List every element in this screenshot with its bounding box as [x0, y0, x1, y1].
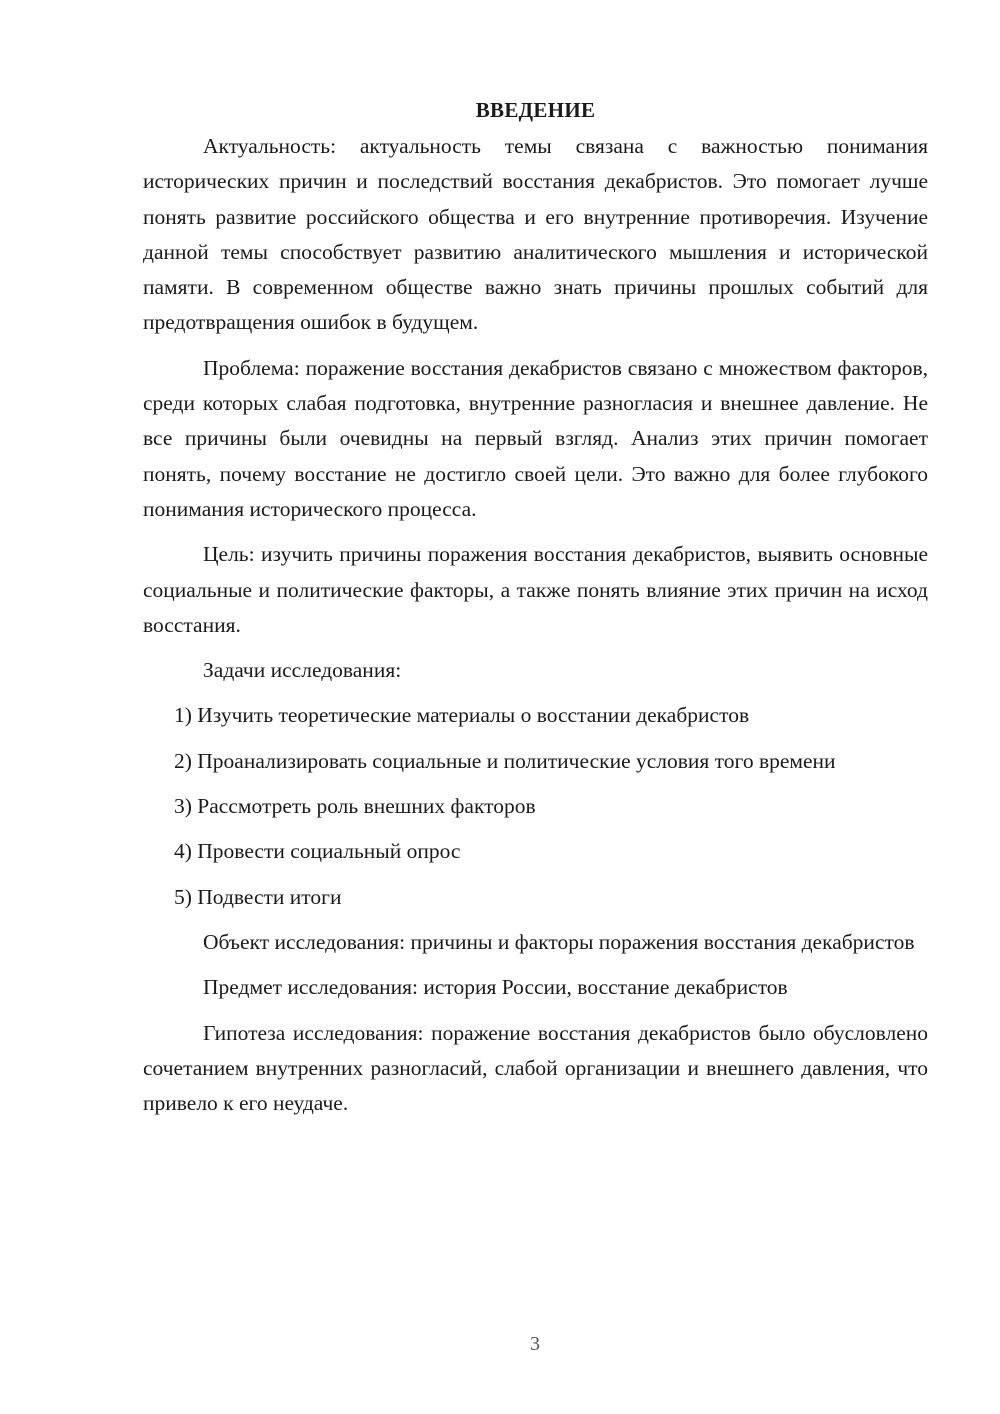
task-item-1: 1) Изучить теоретические материалы о восстании декабристов: [174, 703, 750, 728]
paragraph-goal: Цель: изучить причины поражения восстания декабристов, выявить основные социальные и политические факторы, а также понять влияние этих причин на исход восстания.: [143, 542, 928, 637]
paragraph-problem: Проблема: поражение восстания декабристов связано с множеством факторов, среди которых слабая подготовка, внутренние разногласия и внешнее давление. Не все причины были очевидны на первый взгляд. Анализ этих причин помогает понять, почему восстание не достигло своей цели. Это важно для более глубокого понимания исторического процесса.: [143, 355, 928, 521]
task-item-3: 3) Рассмотреть роль внешних факторов: [174, 794, 536, 819]
paragraph-hypothesis: Гипотеза исследования: поражение восстания декабристов было обусловлено сочетанием внутренних разногласий, слабой организации и внешнего давления, что привело к его неудаче.: [143, 1020, 928, 1116]
task-item-5: 5) Подвести итоги: [174, 884, 342, 909]
task-item-2: 2) Проанализировать социальные и политические условия того времени: [174, 748, 836, 773]
paragraph-relevance: Актуальность: актуальность темы связана с важностью понимания исторических причин и последствий восстания декабристов. Это помогает лучше понять развитие российского общества и его внутренние противоречия. Изучение данной темы способствует развитию аналитического мышления и исторической памяти. В современном обществе важно знать причины прошлых событий для предотвращения ошибок в будущем.: [143, 134, 928, 335]
tasks-heading: Задачи исследования:: [203, 658, 402, 683]
page-content: [143, 95, 928, 1131]
paragraph-object: Объект исследования: причины и факторы поражения восстания декабристов: [203, 929, 915, 954]
page-title: ВВЕДЕНИЕ: [475, 98, 596, 122]
task-item-4: 4) Провести социальный опрос: [174, 839, 461, 864]
paragraph-subject: Предмет исследования: история России, восстание декабристов: [203, 975, 788, 1000]
page-number: 3: [530, 1333, 540, 1355]
